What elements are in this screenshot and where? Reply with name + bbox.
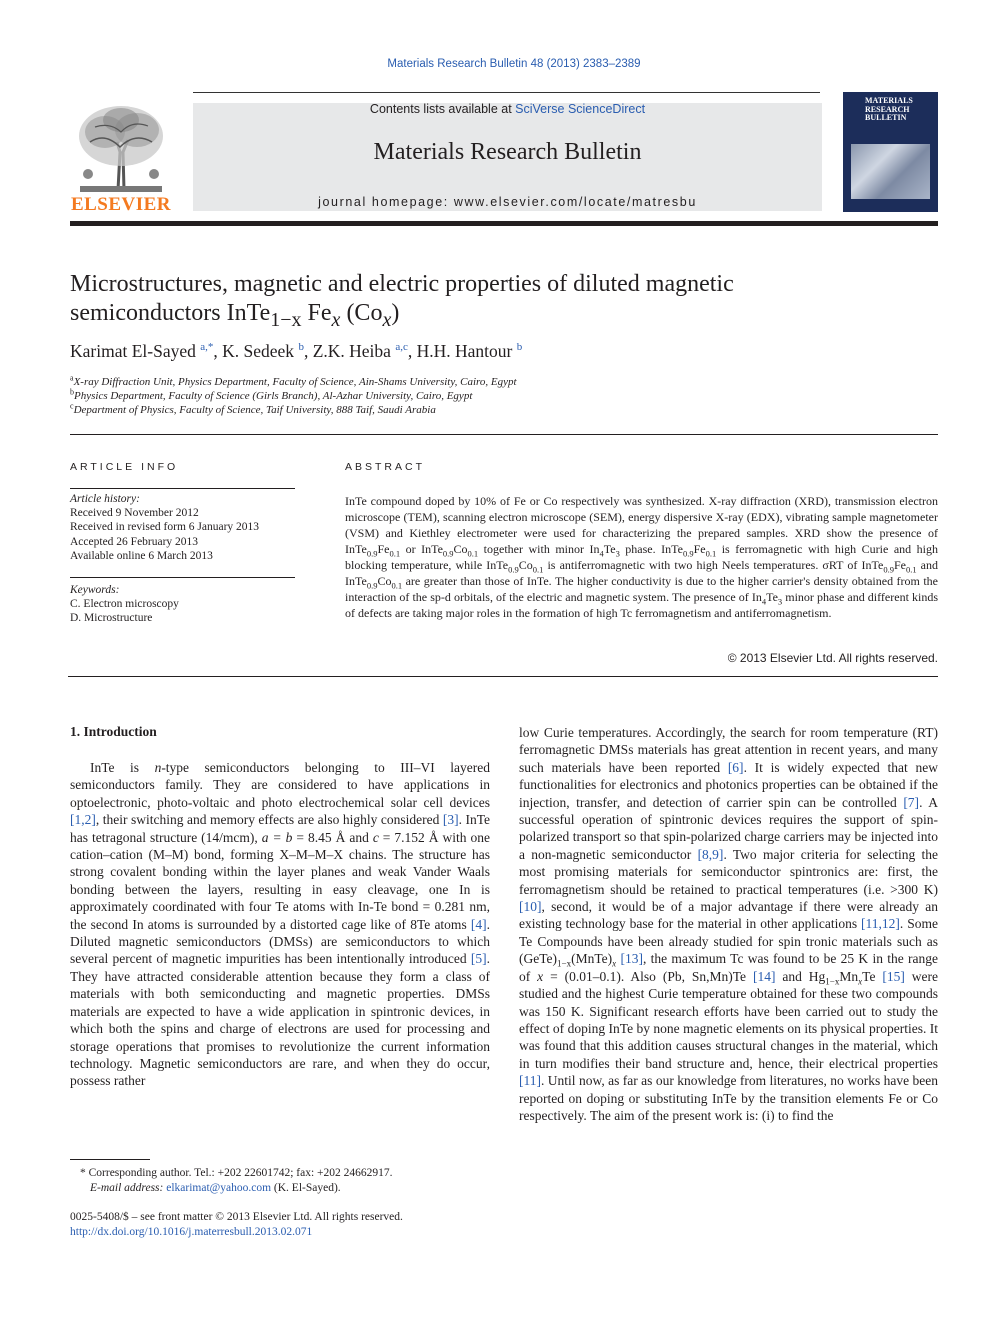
author-affil-mark[interactable]: a,c (395, 341, 408, 354)
footnote-rule (70, 1159, 150, 1160)
affiliation-a: $^a$X-ray Diffraction Unit, Physics Department, Faculty of Science, Ain-Shams University, Cairo, Egypt (70, 373, 517, 388)
header-thick-rule (70, 221, 938, 226)
history-revised: Received in revised form 6 January 2013 (70, 521, 260, 533)
affiliation-c: $^c$Department of Physics, Faculty of Science, Taif University, 888 Taif, Saudi Arabia (70, 401, 436, 416)
cover-title: MATERIALS RESEARCH BULLETIN (865, 96, 913, 122)
history-accepted: Accepted 26 February 2013 (70, 536, 199, 548)
affiliation-rule (70, 434, 938, 435)
corresponding-author-note: * Corresponding author. Tel.: +202 22601742; fax: +202 24662917. (80, 1167, 393, 1179)
title-line2: semiconductors InTe$_{1-x}$ $Fe_x$ $(Co_x)$ (70, 300, 400, 331)
body-column-right: low Curie temperatures. Accordingly, the search for room temperature (RT) ferromagnetic DMSs materials has great attention in recent years, and many such materials have been reported [6]. It is widely expected that new functionalities for electronics and photonics properties can be obtained if the injection, transfer, and detection of carrier spin can be controlled [7]. A successful operation of spintronic devices requires the support of spin-polarized transport so that spin-polarized charge carriers may be injected into a non-magnetic semiconductor [8,9]. Two major criteria for selecting the most promising materials for semiconductor spintronics are: first, the ferromagnetism should be retained to practical temperatures (i.e. >300 K) [10], second, it would be of a major advantage if there were already an existing technology base for the material in other applications [11,12]. Some Te Compounds have been already studied for spin tronic materials such as $(GeTe)_{1-x}(MnTe)_x$ [13], the maximum Tc was found to be 25 K in the range of x = (0.01–0.1). Also (Pb, Sn,Mn)Te [14] and $Hg_{1-x}Mn_xTe$ [15] were studied and the highest Curie temperature obtained for these two compounds was 150 K. Significant research efforts have been carried out to study the effect of doping InTe by none magnetic elements on its physical properties. It was found that this addition causes structural changes in the material, which in turn modifies their band structure and, hence, their electrical properties [11]. Until now, as far as our knowledge from literatures, no works have been reported on doping or substituting InTe by the transition elements Fe or Co respectively. The aim of the present work is: (i) to find the (519, 725, 939, 1123)
citation-link[interactable]: [8,9] (697, 846, 724, 862)
email-note: E-mail address: elkarimat@yahoo.com (K. El-Sayed). (90, 1182, 341, 1194)
keyword-item: D. Microstructure (70, 612, 153, 624)
author-affil-mark[interactable]: b (516, 341, 523, 354)
citation-link[interactable]: [10] (519, 899, 542, 915)
email-link[interactable]: elkarimat@yahoo.com (166, 1182, 272, 1194)
history-received: Received 9 November 2012 (70, 507, 199, 519)
paper-title (70, 270, 940, 331)
history-online: Available online 6 March 2013 (70, 550, 213, 562)
journal-title: Materials Research Bulletin (373, 139, 642, 165)
abstract-text: InTe compound doped by 10% of Fe or Co respectively was synthesized. X-ray diffraction (XRD), transmission electron microscope (TEM), scanning electron microscope (SEM), energy dispersive X-ray (EDX), vibrating sample magnetometer (VSM) and Kiethley electrometer were used for characterizing the prepared samples. XRD show the presence of $InTe_{0.9}Fe_{0.1}$ or $InTe_{0.9}Co_{0.1}$ together with minor $In_4Te_3$ phase. $InTe_{0.9}Fe_{0.1}$ is ferromagnetic with high Curie and high blocking temperature, while $InTe_{0.9}Co_{0.1}$ is antiferromagnetic with two high Neels temperatures. σRT of $InTe_{0.9}Fe_{0.1}$ and $InTe_{0.9}Co_{0.1}$ are greater than those of InTe. The higher conductivity is due to the higher carrier's density obtained from the interaction of the sp-d orbitals, of the electric and magnetic system. The presence of $In_4Te_3$ minor phase and different kinds of defects are taking major roles in the formation of high Tc ferromagnetism and antiferromagnetism. (345, 494, 939, 620)
issn-line: 0025-5408/$ – see front matter © 2013 Elsevier Ltd. All rights reserved. (70, 1211, 403, 1223)
keywords-label: Keywords: (70, 584, 120, 596)
affiliation-b: $^b$Physics Department, Faculty of Science (Girls Branch), Al-Azhar University, Cairo, Egypt (70, 387, 473, 402)
citation-link[interactable]: [15] (882, 968, 905, 984)
author-affil-mark[interactable]: b (298, 341, 304, 354)
journal-cover-image (843, 92, 938, 212)
author-name[interactable]: Karimat El-Sayed (70, 341, 196, 361)
cover-micrograph (851, 144, 930, 199)
citation-link[interactable]: [4] (470, 916, 487, 932)
citation-link[interactable]: [14] (752, 968, 776, 984)
abstract-heading: ABSTRACT (345, 461, 426, 473)
copyright-notice: © 2013 Elsevier Ltd. All rights reserved. (727, 651, 938, 665)
citation-link[interactable]: [6] (727, 759, 744, 775)
section-heading-introduction: 1. Introduction (70, 724, 157, 739)
article-info-rule (70, 488, 295, 489)
citation-link[interactable]: [13] (620, 951, 643, 967)
citation-link[interactable]: [5] (470, 951, 487, 967)
header-top-rule (193, 92, 820, 93)
keywords-rule (70, 577, 295, 578)
author-list: Karimat El-Sayed $^{a,*}$, K. Sedeek $^b$, Z.K. Heiba $^{a,c}$, H.H. Hantour $^b$ (70, 341, 523, 361)
sciencedirect-link[interactable]: SciVerse ScienceDirect (515, 102, 646, 116)
abstract-rule (68, 676, 938, 677)
body-column-left: InTe is n-type semiconductors belonging to III–VI layered semiconductors family. They are considered to have applications in optoelectronic, photo-voltaic and photo electrochemical solar cell devices [1,2], their switching and memory effects are also highly considered [3]. InTe has tetragonal structure (14/mcm), a = b = 8.45 Å and c = 7.152 Å with one cation–cation (M–M) bond, forming X–M–M–X chains. The structure has strong covalent bonding within the layer planes and weak Vander Waals bonding between the layers, resulting in easy cleavage, one In is approximately coordinated with four Te atoms with In-Te bond = 0.281 nm, the second In atoms is surrounded by a distorted cage like of 8Te atoms [4]. Diluted magnetic semiconductors (DMSs) are semiconductors to which several percent of magnetic impurities has been intentionally introduced [5]. They have attracted considerable attention because they form a class of materials with both semiconducting and magnetic properties. DMSs materials are expected to have a wide application in spintronic devices, in which both the spins and charge of electrons are used for processing and storage operations that promises to revolutionize the current information technology. Magnetic semiconductors are rare, and when they do occur, possess rather (70, 760, 491, 1089)
contents-line (193, 102, 822, 116)
journal-reference-link[interactable]: Materials Research Bulletin 48 (2013) 2383–2389 (387, 58, 641, 70)
citation-link[interactable]: [3] (442, 812, 459, 828)
citation-link[interactable]: [7] (903, 794, 920, 810)
citation-link[interactable]: [1,2] (70, 812, 96, 828)
elsevier-logo (70, 102, 172, 214)
title-line1: Microstructures, magnetic and electric properties of diluted magnetic (70, 271, 734, 297)
keyword-item: C. Electron microscopy (70, 598, 179, 610)
contents-prefix: Contents lists available at (369, 102, 516, 116)
author-affil-mark[interactable]: a,* (200, 341, 214, 354)
history-label: Article history: (70, 493, 140, 505)
article-info-heading: ARTICLE INFO (70, 461, 179, 473)
author-name[interactable]: Z.K. Heiba (312, 341, 391, 361)
doi-link[interactable]: http://dx.doi.org/10.1016/j.materresbull.2013.02.071 (70, 1226, 313, 1238)
elsevier-wordmark: ELSEVIER (70, 194, 172, 215)
elsevier-tree-icon (70, 102, 172, 194)
author-name[interactable]: K. Sedeek (222, 341, 295, 361)
citation-link[interactable]: [11,12] (861, 916, 900, 932)
citation-link[interactable]: [11] (519, 1073, 541, 1089)
author-name[interactable]: H.H. Hantour (416, 341, 513, 361)
journal-homepage-link[interactable]: journal homepage: www.elsevier.com/locate/matresbu (318, 195, 697, 209)
